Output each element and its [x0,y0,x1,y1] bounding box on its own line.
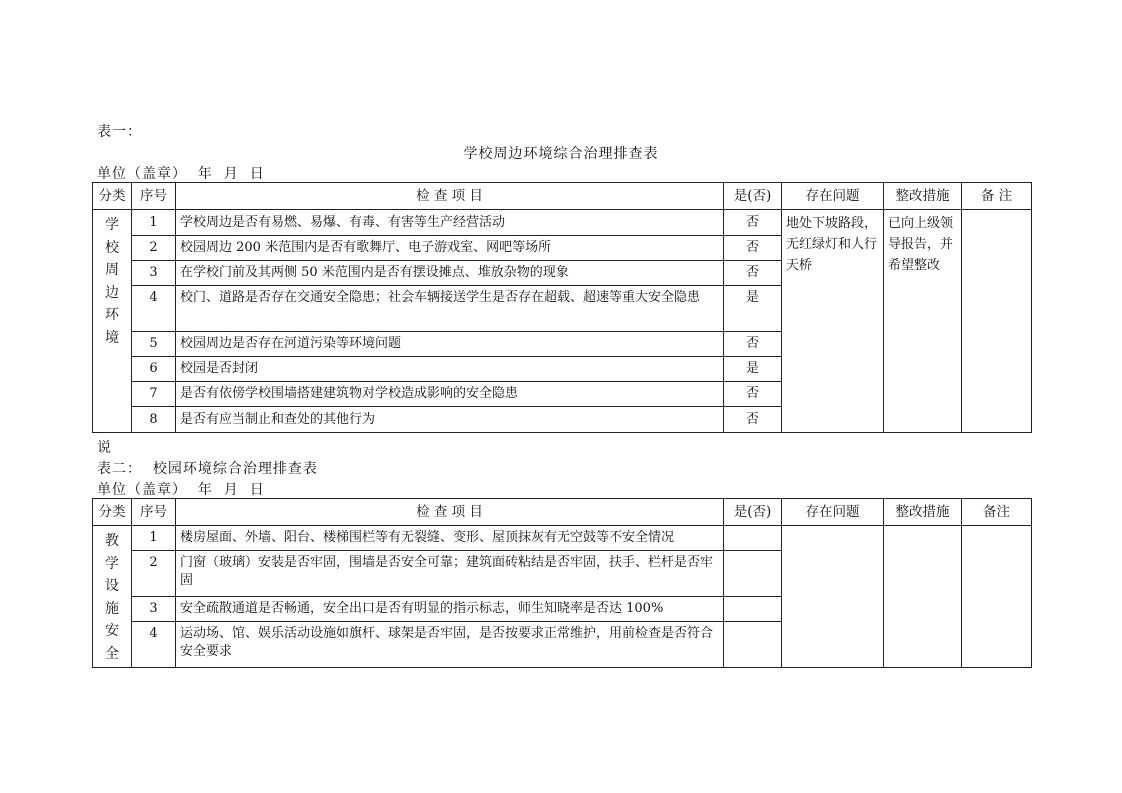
category-cell: 学 校 周 边 环 境 [93,210,132,433]
check-item: 门窗（玻璃）安装是否牢固，围墙是否安全可靠；建筑面砖粘结是否牢固，扶手、栏杆是否牢固 [176,551,724,597]
check-item: 校门、道路是否存在交通安全隐患；社会车辆接送学生是否存在超载、超速等重大安全隐患 [176,286,724,332]
table2-header-row [93,499,1032,526]
category-cell: 教 学 设 施 安 全 [93,526,132,668]
remark-cell [962,526,1032,668]
row-number: 8 [132,407,176,433]
check-item: 校园是否封闭 [176,357,724,382]
check-item: 楼房屋面、外墙、阳台、楼梯围栏等有无裂缝、变形、屋顶抹灰有无空鼓等不安全情况 [176,526,724,551]
table1-header-row [93,183,1032,210]
yes-no-cell [724,526,782,551]
problem-cell [782,526,884,668]
table2-unit-line: 单位（盖章） 年 月 日 [97,482,265,498]
yes-no-cell: 否 [724,261,782,286]
header-category: 分类 [93,499,132,526]
table1 [92,182,1032,433]
table2 [92,498,1032,668]
yes-no-cell: 是 [724,286,782,332]
header-remark: 备注 [962,499,1032,526]
row-number: 5 [132,332,176,357]
header-item: 检 查 项 目 [176,183,724,210]
header-problem: 存在问题 [782,183,884,210]
check-item: 学校周边是否有易燃、易爆、有毒、有害等生产经营活动 [176,210,724,236]
remark-cell [962,210,1032,433]
check-item: 校园周边 200 米范围内是否有歌舞厅、电子游戏室、网吧等场所 [176,236,724,261]
header-remark: 备 注 [962,183,1032,210]
problem-cell: 地处下坡路段，无红绿灯和人行天桥 [782,210,884,433]
row-number: 1 [132,210,176,236]
row-number: 2 [132,551,176,597]
header-category: 分类 [93,183,132,210]
row-number: 4 [132,286,176,332]
yes-no-cell: 是 [724,357,782,382]
row-number: 6 [132,357,176,382]
header-number: 序号 [132,183,176,210]
header-measure: 整改措施 [884,499,962,526]
row-number: 4 [132,622,176,668]
yes-no-cell [724,622,782,668]
yes-no-cell: 否 [724,236,782,261]
yes-no-cell [724,551,782,597]
header-item: 检 查 项 目 [176,499,724,526]
header-measure: 整改措施 [884,183,962,210]
check-item: 是否有应当制止和查处的其他行为 [176,407,724,433]
header-yes-no: 是(否) [724,183,782,210]
yes-no-cell: 否 [724,210,782,236]
yes-no-cell: 否 [724,332,782,357]
row-number: 2 [132,236,176,261]
check-item: 安全疏散通道是否畅通，安全出口是否有明显的指示标志，师生知晓率是否达 100% [176,597,724,622]
table-row [93,526,1032,551]
check-item: 是否有依傍学校围墙搭建建筑物对学校造成影响的安全隐患 [176,382,724,407]
row-number: 3 [132,261,176,286]
table1-caption: 表一： [97,124,142,140]
row-number: 3 [132,597,176,622]
yes-no-cell: 否 [724,382,782,407]
table1-unit-line: 单位（盖章） 年 月 日 [97,166,265,182]
measure-cell [884,526,962,668]
note-char: 说 [97,440,112,456]
header-number: 序号 [132,499,176,526]
check-item: 校园周边是否存在河道污染等环境问题 [176,332,724,357]
yes-no-cell: 否 [724,407,782,433]
row-number: 1 [132,526,176,551]
table-row [93,210,1032,236]
measure-cell: 已向上级领导报告，并希望整改 [884,210,962,433]
row-number: 7 [132,382,176,407]
header-yes-no: 是(否) [724,499,782,526]
yes-no-cell [724,597,782,622]
header-problem: 存在问题 [782,499,884,526]
check-item: 运动场、馆、娱乐活动设施如旗杆、球架是否牢固，是否按要求正常维护，用前检查是否符合安全要求 [176,622,724,668]
check-item: 在学校门前及其两侧 50 米范围内是否有摆设摊点、堆放杂物的现象 [176,261,724,286]
table2-caption: 表二： 校园环境综合治理排查表 [97,461,318,477]
table1-title: 学校周边环境综合治理排查表 [463,146,659,162]
